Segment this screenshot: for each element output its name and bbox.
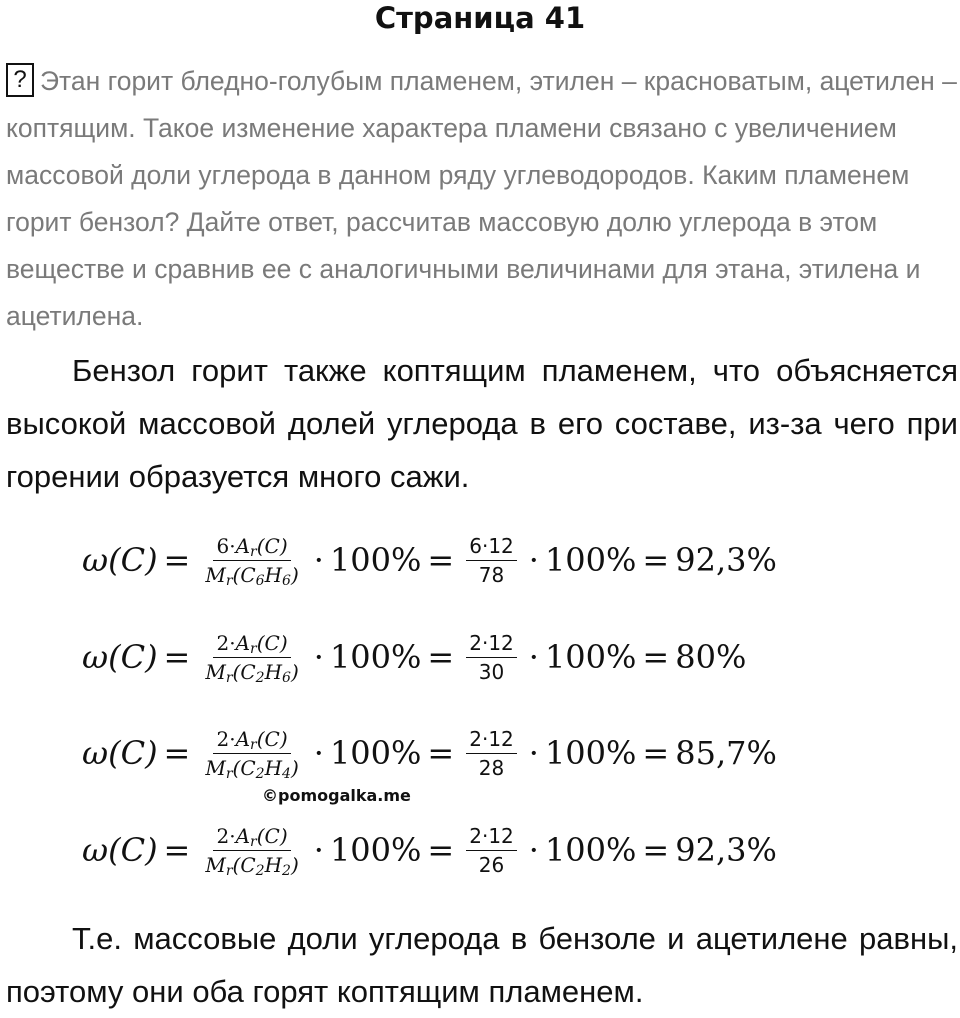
conclusion-paragraph [6,912,958,1018]
numeric-numerator: 2·12 [466,824,517,851]
equals-sign: = [163,638,191,676]
percent-factor: 100% [329,831,422,869]
numeric-denominator: 30 [478,659,505,684]
r-subscript: r [250,543,257,560]
r-subscript: r [225,862,233,879]
fraction-denominator [202,851,301,877]
dot-operator: · [528,541,539,579]
percent-factor: 100% [544,831,637,869]
omega-lhs: ω(C) [82,831,158,869]
r-subscript: r [225,765,233,782]
numeric-fraction [466,824,517,877]
numeric-denominator: 78 [478,562,505,587]
numeric-numerator: 2·12 [466,727,517,754]
mr-symbol: $M_r(C_2H_2)$ [205,852,299,879]
percent-factor: 100% [544,638,637,676]
fraction-denominator [202,561,301,587]
dot-operator: · [313,831,324,869]
equals-sign: = [427,638,455,676]
question-text [6,58,960,340]
ar-symbol: $A_r(C)$ [235,726,288,753]
dot-operator: · [528,831,539,869]
numeric-numerator: 2·12 [466,631,517,658]
formula-benzene [82,520,777,600]
equals-sign: = [642,831,670,869]
ar-symbol: $A_r(C)$ [235,630,288,657]
numeric-fraction [466,534,517,587]
equals-sign: = [163,831,191,869]
dot-operator: · [313,541,324,579]
hydrogen-count: 4 [282,765,291,782]
carbon-count: 6 [255,572,265,589]
fraction-denominator [202,754,301,780]
formula-ethylene [82,713,777,793]
fraction-numerator: $6\cdot A_r(C)$ [213,534,290,561]
result-value: 80% [675,638,747,676]
result-value: 85,7% [675,734,777,772]
percent-factor: 100% [329,638,422,676]
conclusion-body: Т.е. массовые доли углерода в бензоле и ацетилене равны, поэтому они оба горят коптящим пламенем. [6,921,958,1009]
mr-symbol: $M_r(C_6H_6)$ [205,562,299,589]
dot-operator: · [313,734,324,772]
r-subscript: r [250,833,257,850]
dot-operator: · [528,638,539,676]
watermark: ©pomogalka.me [262,786,411,805]
carbon-count: 2 [255,862,265,879]
result-value: 92,3% [675,831,777,869]
equals-sign: = [427,734,455,772]
numeric-denominator: 28 [478,755,505,780]
symbolic-fraction [202,824,301,877]
percent-factor: 100% [329,734,422,772]
symbolic-fraction [202,631,301,684]
equals-sign: = [427,541,455,579]
mr-symbol: $M_r(C_2H_4)$ [205,755,299,782]
hydrogen-count: 6 [282,572,291,589]
formula-ethane [82,617,746,697]
equals-sign: = [642,638,670,676]
question-body: Этан горит бледно-голубым пламенем, этилен – красноватым, ацетилен – коптящим. Такое изменение характера пламени связано с увеличением массовой доли углерода в данном ряду углеводородов. Каким пламенем горит бензол? Дайте ответ, рассчитав массовую долю углерода в этом веществе и сравнив ее с аналогичными величинами для этана, этилена и ацетилена. [6,66,957,331]
fraction-numerator: $2\cdot A_r(C)$ [213,631,290,658]
answer-body: Бензол горит также коптящим пламенем, что объясняется высокой массовой долей углерода в его составе, из-за чего при горении образуется много сажи. [6,353,958,494]
answer-paragraph [6,344,958,503]
fraction-denominator [202,658,301,684]
r-subscript: r [250,736,257,753]
r-subscript: r [225,669,233,686]
r-subscript: r [250,640,257,657]
numeric-numerator: 6·12 [466,534,517,561]
equals-sign: = [163,734,191,772]
hydrogen-count: 2 [282,862,291,879]
numeric-fraction [466,727,517,780]
fraction-numerator: $2\cdot A_r(C)$ [213,727,290,754]
numeric-fraction [466,631,517,684]
question-mark-icon: ? [6,63,34,97]
result-value: 92,3% [675,541,777,579]
carbon-count: 2 [255,765,265,782]
symbolic-fraction [202,534,301,587]
ar-symbol: $A_r(C)$ [235,823,288,850]
percent-factor: 100% [544,541,637,579]
percent-factor: 100% [544,734,637,772]
dot-operator: · [313,638,324,676]
omega-lhs: ω(C) [82,734,158,772]
hydrogen-count: 6 [282,669,291,686]
page-title: Страница 41 [374,1,586,35]
fraction-numerator: $2\cdot A_r(C)$ [213,824,290,851]
percent-factor: 100% [329,541,422,579]
ar-symbol: $A_r(C)$ [235,533,288,560]
equals-sign: = [642,734,670,772]
formula-acetylene [82,810,777,890]
omega-lhs: ω(C) [82,541,158,579]
equals-sign: = [427,831,455,869]
carbon-count: 2 [255,669,265,686]
numeric-denominator: 26 [478,852,505,877]
mr-symbol: $M_r(C_2H_6)$ [205,659,299,686]
r-subscript: r [225,572,233,589]
omega-lhs: ω(C) [82,638,158,676]
symbolic-fraction [202,727,301,780]
dot-operator: · [528,734,539,772]
equals-sign: = [163,541,191,579]
equals-sign: = [642,541,670,579]
